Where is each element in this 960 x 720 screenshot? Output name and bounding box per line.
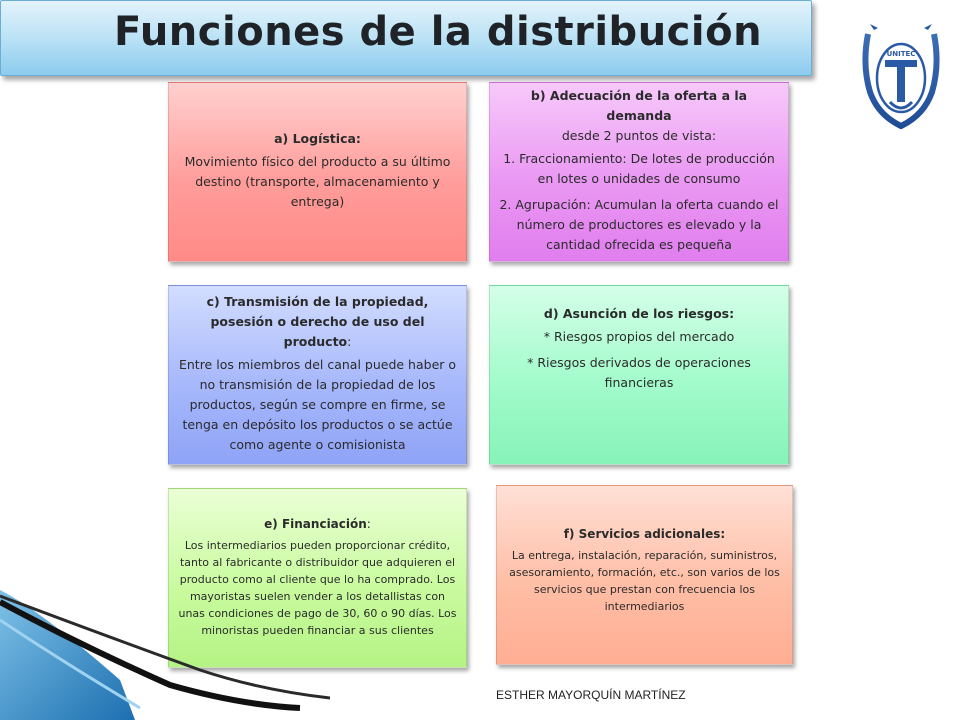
decorative-swoosh bbox=[0, 590, 330, 720]
footer-author: ESTHER MAYORQUÍN MARTÍNEZ bbox=[496, 688, 686, 702]
box-c-heading-wrap bbox=[177, 292, 458, 352]
box-d-text-1: * Riesgos propios del mercado bbox=[543, 329, 735, 344]
box-e-heading-wrap bbox=[264, 514, 371, 534]
box-d-heading: d) Asunción de los riesgos: bbox=[543, 306, 735, 321]
box-logistica bbox=[168, 82, 467, 262]
box-b-text-2: 2. Agrupación: Acumulan la oferta cuando el número de productores es elevado y la cantidad ofrecida es pequeña bbox=[499, 197, 779, 252]
box-transmision-propiedad bbox=[168, 285, 467, 465]
box-f-heading: f) Servicios adicionales: bbox=[563, 527, 726, 541]
box-a-heading: a) Logística: bbox=[274, 131, 361, 146]
box-adecuacion-oferta bbox=[489, 82, 789, 262]
box-d-text-2: * Riesgos derivados de operaciones financieras bbox=[527, 355, 751, 390]
box-b-heading-tail: desde 2 puntos de vista: bbox=[561, 128, 717, 143]
box-e-heading-tail: : bbox=[366, 517, 371, 531]
box-a-text: Movimiento físico del producto a su último destino (transporte, almacenamiento y entrega) bbox=[184, 154, 451, 209]
box-c-heading: c) Transmisión de la propiedad, posesión o derecho de uso del producto bbox=[206, 294, 429, 349]
box-asuncion-riesgos bbox=[489, 285, 789, 465]
box-e-heading: e) Financiación bbox=[264, 517, 367, 531]
logo-text: UNITEC bbox=[886, 50, 916, 58]
box-f-text: La entrega, instalación, reparación, suministros, asesoramiento, formación, etc., son varios de los servicios que prestan con frecuencia los intermediarios bbox=[509, 549, 780, 613]
box-servicios-adicionales bbox=[496, 485, 793, 665]
box-c-text: Entre los miembros del canal puede haber o no transmisión de la propiedad de los productos, según se compre en firme, se tenga en depósito los productos o se actúe como agente o comisionista bbox=[178, 357, 457, 452]
box-e-text: Los intermediarios pueden proporcionar crédito, tanto al fabricante o distribuidor que adquieren el producto como al cliente que lo ha comprado. Los mayoristas suelen vender a los detallistas con unas condiciones de pago de 30, 60 o 90 días. Los minoristas pueden financiar a sus clientes bbox=[178, 539, 457, 637]
unitec-logo bbox=[860, 20, 942, 130]
title-banner bbox=[0, 0, 812, 76]
box-b-text-1: 1. Fraccionamiento: De lotes de producción en lotes o unidades de consumo bbox=[503, 151, 775, 186]
box-c-heading-tail: : bbox=[347, 334, 352, 349]
slide-title: Funciones de la distribución bbox=[114, 9, 763, 55]
box-b-heading: b) Adecuación de la oferta a la demanda bbox=[530, 88, 748, 123]
